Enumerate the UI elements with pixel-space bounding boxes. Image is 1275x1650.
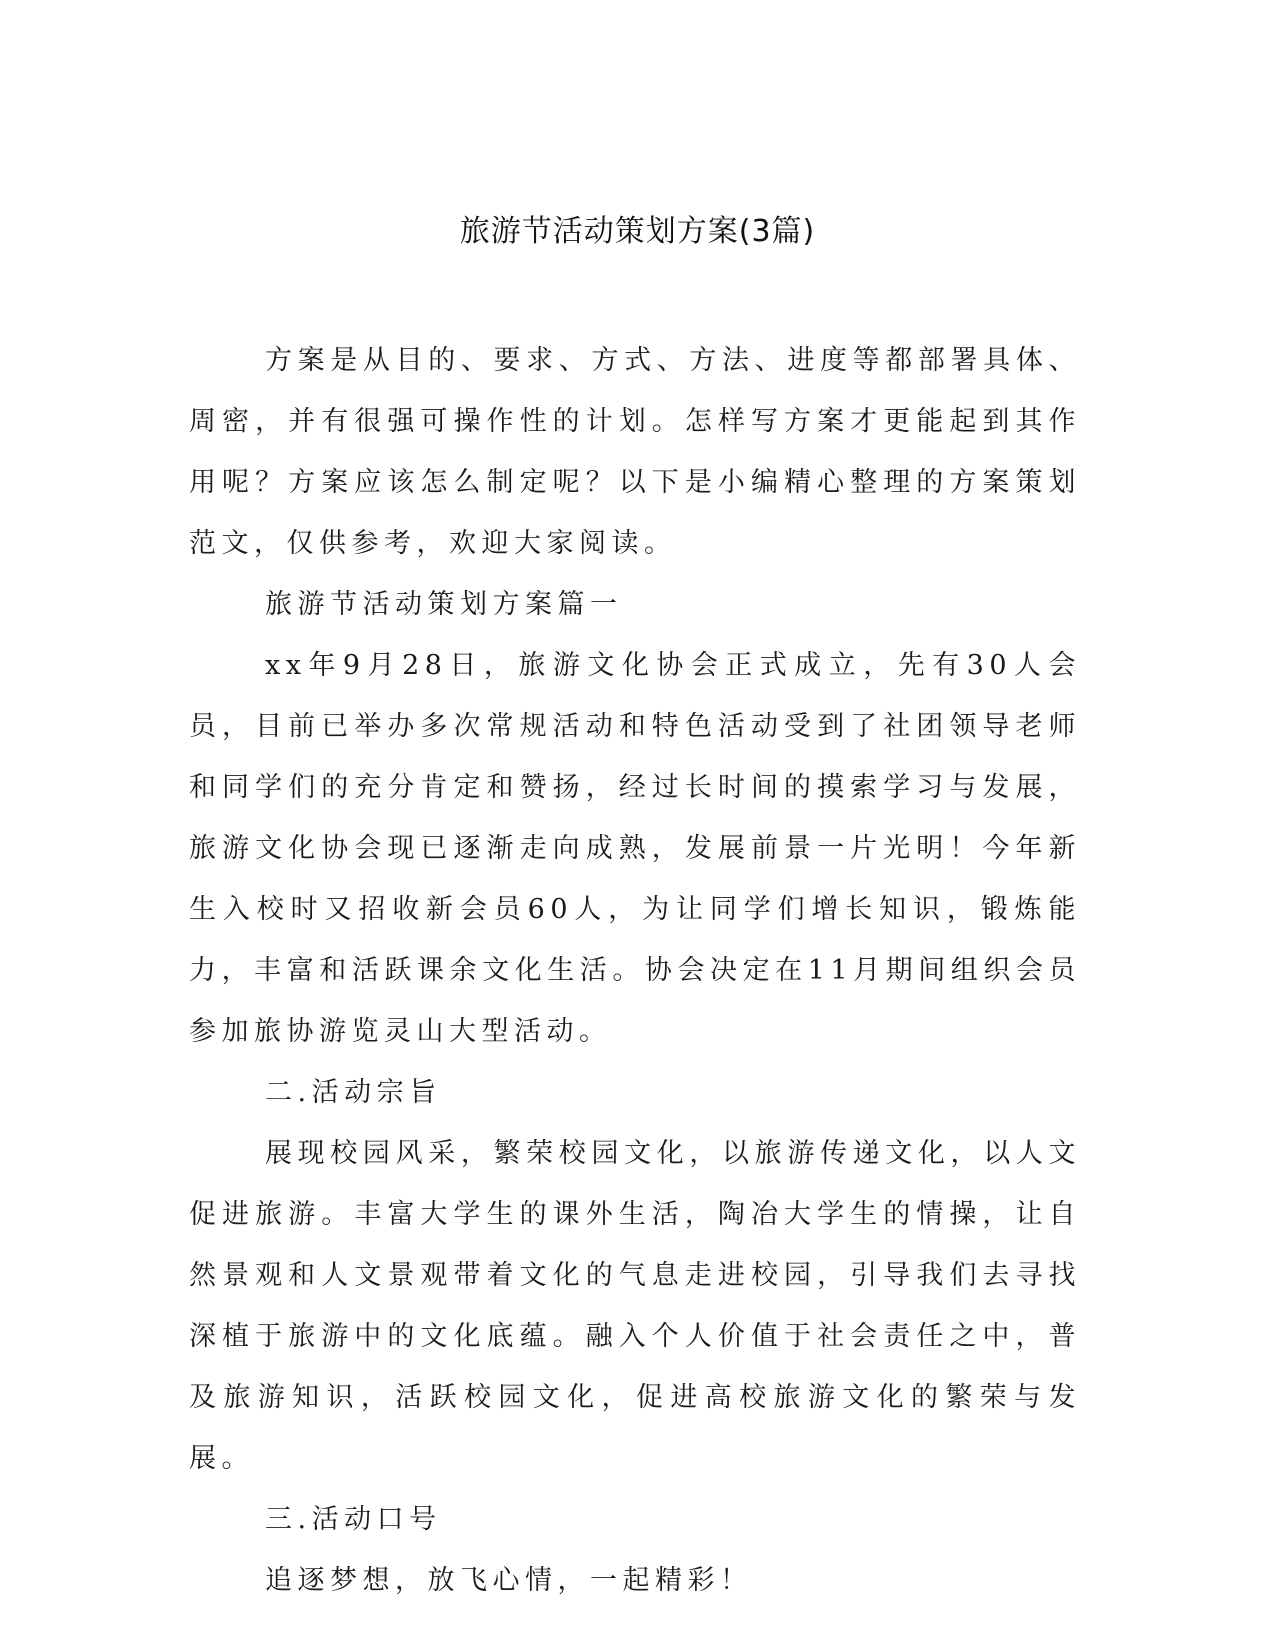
section-heading-part-one: 旅游节活动策划方案篇一 (265, 589, 623, 620)
section-heading-purpose: 二.活动宗旨 (265, 1077, 442, 1108)
purpose-paragraph: 展现校园风采，繁荣校园文化，以旅游传递文化，以人文促进旅游。丰富大学生的课外生活，陶冶大学生的情操，让自然景观和人文景观带着文化的气息走进校园，引导我们去寻找深植于旅游中的文化底蕴。融入个人价值于社会责任之中，普及旅游知识，活跃校园文化，促进高校旅游文化的繁荣与发展。 (189, 1138, 1081, 1474)
background-paragraph: xx年9月28日，旅游文化协会正式成立，先有30人会员，目前已举办多次常规活动和特色活动受到了社团领导老师和同学们的充分肯定和赞扬，经过长时间的摸索学习与发展，旅游文化协会现已逐渐走向成熟，发展前景一片光明！今年新生入校时又招收新会员60人，为让同学们增长知识，锻炼能力，丰富和活跃课余文化生活。协会决定在11月期间组织会员参加旅协游览灵山大型活动。 (189, 650, 1081, 1047)
document-body (189, 330, 1081, 1611)
section-heading-slogan: 三.活动口号 (265, 1504, 442, 1535)
slogan-paragraph: 追逐梦想，放飞心情，一起精彩！ (265, 1565, 753, 1596)
intro-paragraph: 方案是从目的、要求、方式、方法、进度等都部署具体、周密，并有很强可操作性的计划。怎样写方案才更能起到其作用呢？方案应该怎么制定呢？以下是小编精心整理的方案策划范文，仅供参考，欢迎大家阅读。 (189, 345, 1081, 559)
document-title: 旅游节活动策划方案(3篇) (459, 214, 816, 249)
